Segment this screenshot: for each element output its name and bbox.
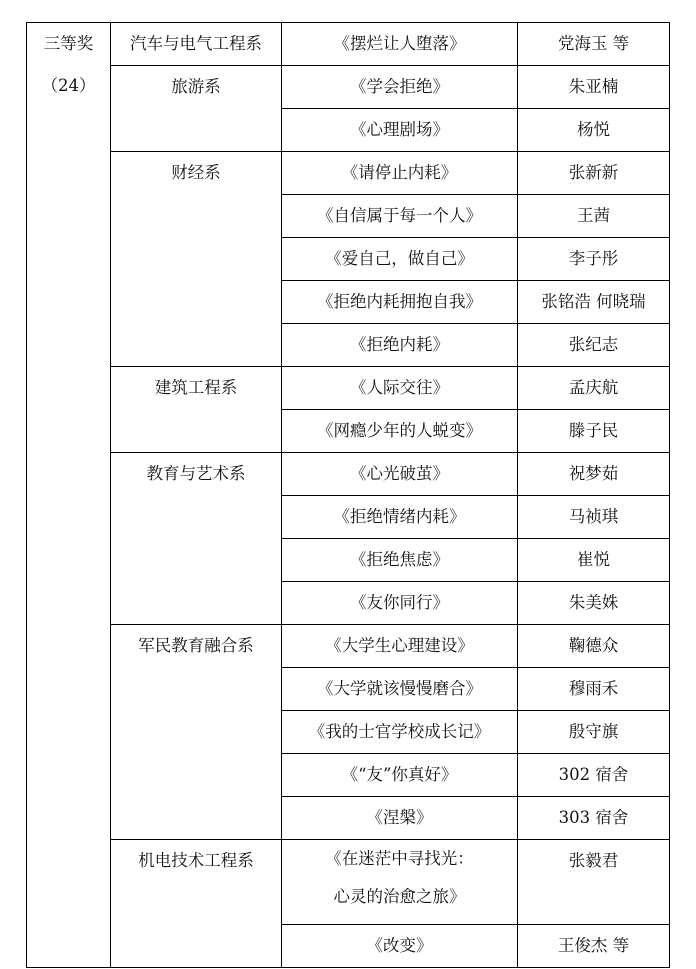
- author-cell: 马祯琪: [518, 496, 670, 539]
- author-cell: 王茜: [518, 195, 670, 238]
- work-title-cell: 《涅槃》: [282, 797, 518, 840]
- department-cell: 汽车与电气工程系: [111, 23, 282, 66]
- author-cell: 孟庆航: [518, 367, 670, 410]
- author-cell: 李子彤: [518, 238, 670, 281]
- award-table: [26, 22, 670, 968]
- author-cell: 朱亚楠: [518, 66, 670, 109]
- work-title-cell: 《拒绝内耗》: [282, 324, 518, 367]
- author-cell: 殷守旗: [518, 711, 670, 754]
- author-cell: 303 宿舍: [518, 797, 670, 840]
- department-cell: 教育与艺术系: [111, 453, 282, 625]
- department-cell: 军民教育融合系: [111, 625, 282, 840]
- author-cell: 杨悦: [518, 109, 670, 152]
- work-title-cell: 《摆烂让人堕落》: [282, 23, 518, 66]
- work-title-cell: 《爱自己，做自己》: [282, 238, 518, 281]
- author-cell: 302 宿舍: [518, 754, 670, 797]
- author-cell: 穆雨禾: [518, 668, 670, 711]
- author-cell: 鞠德众: [518, 625, 670, 668]
- work-title-cell: 《在迷茫中寻找光： 心灵的治愈之旅》: [282, 840, 518, 925]
- author-cell: 党海玉 等: [518, 23, 670, 66]
- award-count: （24）: [41, 76, 96, 95]
- table-row: [27, 66, 670, 109]
- work-title-cell: 《大学生心理建设》: [282, 625, 518, 668]
- award-rank-cell: [27, 23, 111, 968]
- work-title-cell: 《大学就该慢慢磨合》: [282, 668, 518, 711]
- table-row: [27, 152, 670, 195]
- work-title-cell: 《学会拒绝》: [282, 66, 518, 109]
- work-title-cell: 《我的士官学校成长记》: [282, 711, 518, 754]
- department-cell: 旅游系: [111, 66, 282, 152]
- work-title-cell: 《拒绝情绪内耗》: [282, 496, 518, 539]
- table-row: [27, 840, 670, 925]
- work-title-cell: 《改变》: [282, 925, 518, 968]
- table-row: [27, 625, 670, 668]
- work-title-cell: 《拒绝焦虑》: [282, 539, 518, 582]
- table-row: [27, 453, 670, 496]
- table-row: [27, 367, 670, 410]
- author-cell: 张毅君: [518, 840, 670, 925]
- department-cell: 建筑工程系: [111, 367, 282, 453]
- work-title-cell: 《自信属于每一个人》: [282, 195, 518, 238]
- work-title-cell: 《拒绝内耗拥抱自我》: [282, 281, 518, 324]
- table-row: [27, 23, 670, 66]
- author-cell: 崔悦: [518, 539, 670, 582]
- work-title-cell: 《心理剧场》: [282, 109, 518, 152]
- author-cell: 朱美姝: [518, 582, 670, 625]
- author-cell: 张纪志: [518, 324, 670, 367]
- work-title-cell: 《心光破茧》: [282, 453, 518, 496]
- work-title-cell: 《人际交往》: [282, 367, 518, 410]
- author-cell: 滕子民: [518, 410, 670, 453]
- award-rank-label: 三等奖: [43, 34, 94, 53]
- department-cell: 财经系: [111, 152, 282, 367]
- work-title-cell: 《“友”你真好》: [282, 754, 518, 797]
- author-cell: 张铭浩 何晓瑞: [518, 281, 670, 324]
- work-title-cell: 《网瘾少年的人蜕变》: [282, 410, 518, 453]
- department-cell: 机电技术工程系: [111, 840, 282, 968]
- work-title-cell: 《请停止内耗》: [282, 152, 518, 195]
- author-cell: 张新新: [518, 152, 670, 195]
- work-title-cell: 《友你同行》: [282, 582, 518, 625]
- author-cell: 祝梦茹: [518, 453, 670, 496]
- author-cell: 王俊杰 等: [518, 925, 670, 968]
